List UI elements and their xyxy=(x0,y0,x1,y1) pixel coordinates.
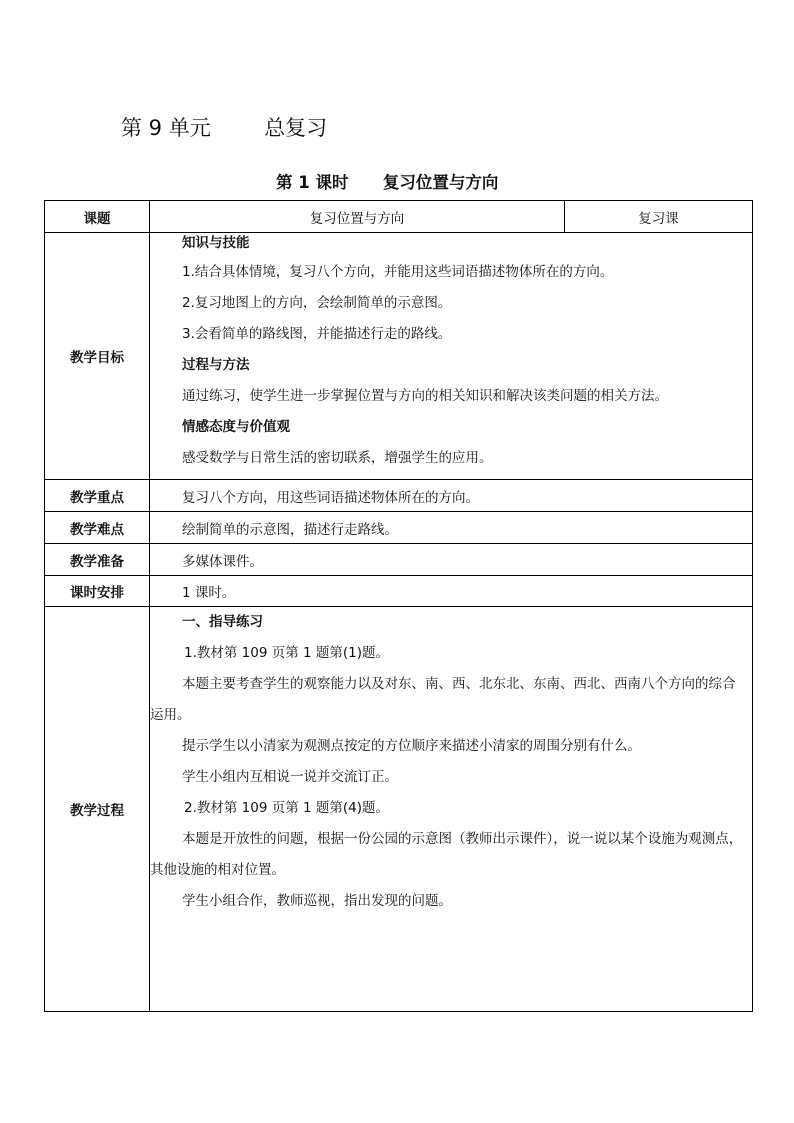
difficulty-content xyxy=(150,512,752,543)
process-method-text: 通过练习，使学生进一步掌握位置与方向的相关知识和解决该类问题的相关方法。 xyxy=(182,388,668,404)
key-point-text: 复习八个方向，用这些词语描述物体所在的方向。 xyxy=(182,489,479,506)
objectives-row xyxy=(45,233,752,480)
key-point-label: 教学重点 xyxy=(45,480,150,511)
topic-cell xyxy=(150,201,565,232)
process-row xyxy=(45,607,752,1011)
guided-practice-heading: 一、指导练习 xyxy=(182,614,263,630)
preparation-label: 教学准备 xyxy=(45,544,150,575)
exercise-para-4: 本题是开放性的问题，根据一份公园的示意图（教师出示课件），说一说以某个设施为观测点，其他设施的相对位置。 xyxy=(150,831,743,878)
exercise-item-1: 1.教材第 109 页第 1 题第(1)题。 xyxy=(184,645,390,661)
exercise-para-1: 本题主要考查学生的观察能力以及对东、南、西、北东北、东南、西北、西南八个方向的综合运用。 xyxy=(150,676,736,723)
objectives-content xyxy=(150,233,752,479)
knowledge-item-1: 1.结合具体情境，复习八个方向，并能用这些词语描述物体所在的方向。 xyxy=(182,264,614,280)
key-point-row xyxy=(45,480,752,512)
difficulty-row xyxy=(45,512,752,544)
knowledge-item-2: 2.复习地图上的方向，会绘制简单的示意图。 xyxy=(182,295,452,311)
schedule-content xyxy=(150,576,752,606)
process-content xyxy=(150,607,752,1011)
difficulty-label: 教学难点 xyxy=(45,512,150,543)
process-method-heading: 过程与方法 xyxy=(182,357,250,373)
preparation-text: 多媒体课件。 xyxy=(182,553,263,570)
knowledge-heading: 知识与技能 xyxy=(182,235,250,251)
unit-title: 第 9 单元 总复习 xyxy=(121,116,328,140)
topic-row xyxy=(45,201,752,233)
lesson-plan-table xyxy=(44,200,753,1012)
exercise-para-5: 学生小组合作，教师巡视，指出发现的问题。 xyxy=(182,893,452,909)
attitude-heading: 情感态度与价值观 xyxy=(182,419,290,435)
knowledge-item-3: 3.会看简单的路线图，并能描述行走的路线。 xyxy=(182,326,452,342)
schedule-label: 课时安排 xyxy=(45,576,150,606)
preparation-content xyxy=(150,544,752,575)
lesson-type-cell xyxy=(565,201,752,232)
difficulty-text: 绘制简单的示意图，描述行走路线。 xyxy=(182,521,398,538)
process-label: 教学过程 xyxy=(45,607,150,1011)
exercise-item-2: 2.教材第 109 页第 1 题第(4)题。 xyxy=(184,800,390,816)
schedule-row xyxy=(45,576,752,607)
exercise-para-3: 学生小组内互相说一说并交流订正。 xyxy=(182,769,398,785)
attitude-text: 感受数学与日常生活的密切联系，增强学生的应用。 xyxy=(182,450,493,466)
topic-value: 复习位置与方向 xyxy=(309,210,405,227)
lesson-title: 第 1 课时 复习位置与方向 xyxy=(276,173,499,192)
objectives-label: 教学目标 xyxy=(45,233,150,479)
preparation-row xyxy=(45,544,752,576)
lesson-type-value: 复习课 xyxy=(638,210,679,227)
topic-label: 课题 xyxy=(45,201,150,232)
key-point-content xyxy=(150,480,752,511)
schedule-text: 1 课时。 xyxy=(182,585,236,601)
exercise-para-2: 提示学生以小清家为观测点按定的方位顺序来描述小清家的周围分别有什么。 xyxy=(182,738,641,754)
